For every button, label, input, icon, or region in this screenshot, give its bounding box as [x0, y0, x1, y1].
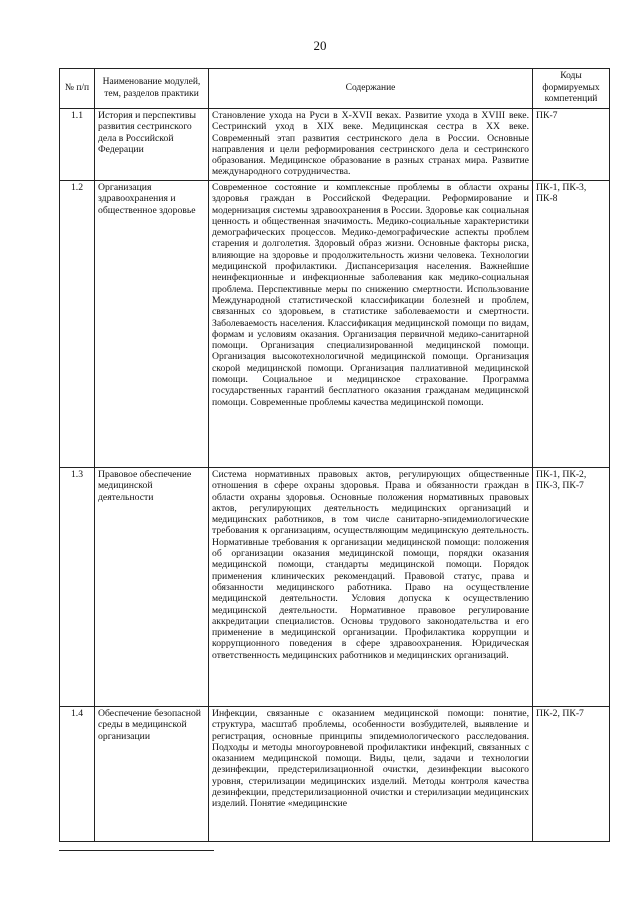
row-content: Современное состояние и комплексные проблемы в области охраны здоровья граждан в Российской Федерации. Реформирование и модернизация системы здравоохранения в России. Здоровье как социальная ценность и общественная значимость. Медико-социальные характеристики демографических процессов. Медико-демографические аспекты проблем старения и долголетия. Здоровый образ жизни. Основные факторы риска, влияющие на здоровье и продолжительность жизни человека. Технологии медицинской профилактики. Диспансеризация населения. Важнейшие неинфекционные и инфекционные заболевания как медико-социальная проблема. Перспективные меры по снижению смертности. Использование Международной статистической классификации болезней и проблем, связанных со здоровьем, в статистике заболеваемости и смертности. Заболеваемость населения. Классификация медицинской помощи по видам, формам и условиям оказания. Организация первичной медико-санитарной помощи. Организация специализированной медицинской помощи. Организация высокотехнологичной медицинской помощи. Организация скорой медицинской помощи. Организация паллиативной медицинской помощи. Социальное и медицинское страхование. Программа государственных гарантий бесплатного оказания гражданам медицинской помощи. Современные проблемы качества медицинской помощи. — [209, 181, 533, 468]
table-header-row — [60, 69, 610, 109]
page-number: 20 — [313, 38, 327, 53]
row-module: История и перспективы развития сестринского дела в Российской Федерации — [95, 109, 209, 181]
row-codes: ПК-7 — [533, 109, 610, 181]
row-content: Система нормативных правовых актов, регулирующих общественные отношения в сфере охраны здоровья. Права и обязанности граждан в области охраны здоровья. Основные положения нормативных правовых актов, регулирующих деятельность медицинских организаций и медицинских работников, в том числе санитарно-эпидемиологические требования к организациям, осуществляющим медицинскую деятельность. Нормативные требования к организации медицинской помощи: положения об организации оказания медицинской помощи, порядки оказания медицинской помощи, стандарты медицинской помощи. Порядок применения клинических рекомендаций. Правовой статус, права и обязанности медицинского работника. Право на осуществление медицинской деятельности. Условия допуска к осуществлению медицинской деятельности. Нормативное правовое регулирование аккредитации специалистов. Основы трудового законодательства и его применение в медицинской организации. Профилактика коррупции и коррупционного поведения в сфере здравоохранения. Юридическая ответственность медицинских работников и медицинских организаций. — [209, 468, 533, 707]
row-number: 1.3 — [60, 468, 95, 707]
row-number: 1.1 — [60, 109, 95, 181]
footnote-divider — [59, 850, 214, 851]
row-number: 1.2 — [60, 181, 95, 468]
row-module: Обеспечение безопасной среды в медицинской организации — [95, 707, 209, 842]
header-content: Содержание — [209, 69, 533, 109]
row-content: Становление ухода на Руси в X-XVII веках. Развитие ухода в XVIII веке. Сестринский уход в XIX веке. Медицинская сестра в XX веке. Современный этап развития сестринского дела в России. Основные направления и цели реформирования сестринского дела и сестринского образования. Медицинское образование в разных странах мира. Развитие международного сотрудничества. — [209, 109, 533, 181]
header-num: № п/п — [60, 69, 95, 109]
curriculum-table — [59, 68, 610, 842]
row-codes: ПК-2, ПК-7 — [533, 707, 610, 842]
table-row — [60, 109, 610, 181]
header-codes: Коды формируемых компетенций — [533, 69, 610, 109]
row-codes: ПК-1, ПК-2, ПК-3, ПК-7 — [533, 468, 610, 707]
table-row — [60, 707, 610, 842]
row-number: 1.4 — [60, 707, 95, 842]
row-module: Организация здравоохранения и общественное здоровье — [95, 181, 209, 468]
table-row — [60, 468, 610, 707]
header-module: Наименование модулей, тем, разделов практики — [95, 69, 209, 109]
row-content: Инфекции, связанные с оказанием медицинской помощи: понятие, структура, масштаб проблемы, особенности возбудителей, выявление и регистрация, основные принципы эпидемиологического расследования. Подходы и методы многоуровневой профилактики инфекций, связанных с оказанием медицинской помощи. Виды, цели, задачи и технологии дезинфекции, предстерилизационной очистки, дезинфекции высокого уровня, стерилизации медицинских изделий. Методы контроля качества дезинфекции, предстерилизационной очистки и стерилизации медицинских изделий. Понятие «медицинские — [209, 707, 533, 842]
table-row — [60, 181, 610, 468]
row-codes: ПК-1, ПК-3, ПК-8 — [533, 181, 610, 468]
row-module: Правовое обеспечение медицинской деятельности — [95, 468, 209, 707]
